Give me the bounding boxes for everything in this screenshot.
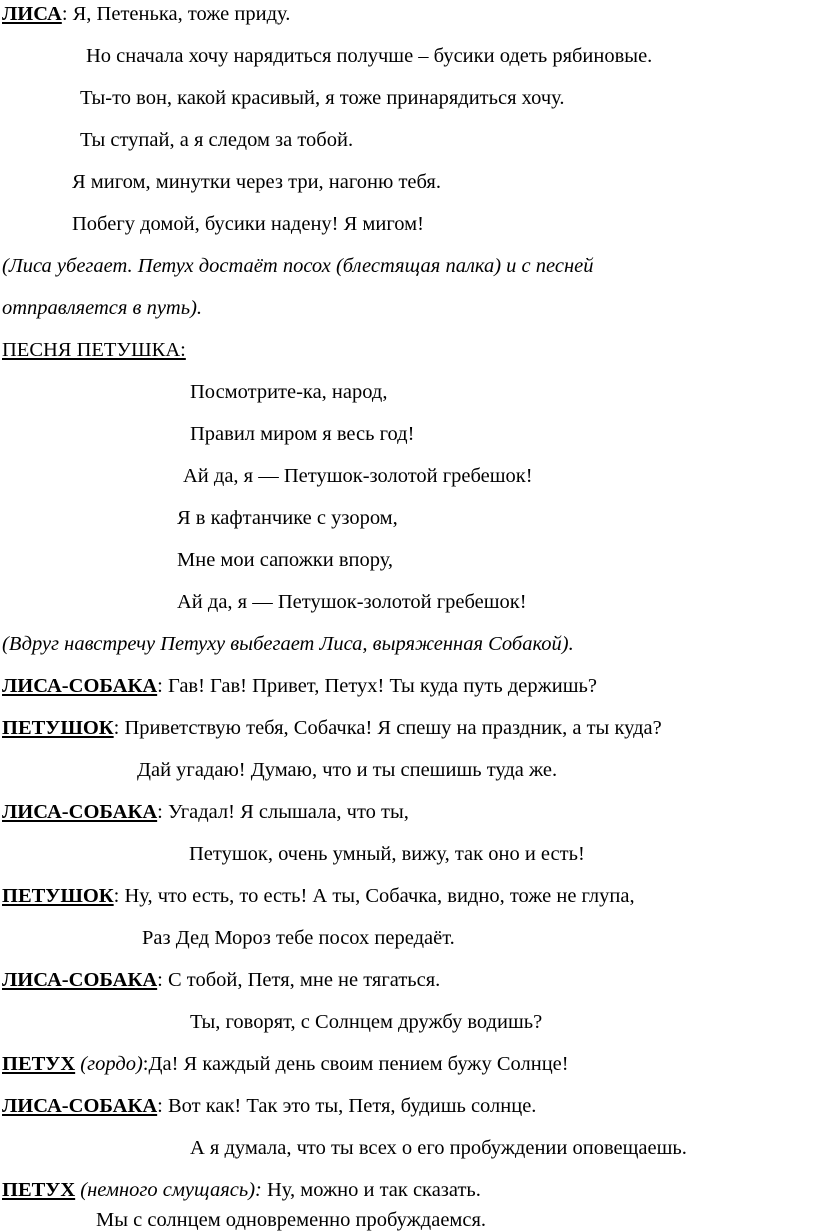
line-text: : С тобой, Петя, мне не тягаться. <box>157 969 441 991</box>
line-text: : Ну, что есть, то есть! А ты, Собачка, видно, тоже не глупа, <box>113 885 635 907</box>
dialogue-continuation <box>137 760 557 781</box>
line-text: :Да! Я каждый день своим пением бужу Солнце! <box>142 1053 569 1075</box>
line-text: : Угадал! Я слышала, что ты, <box>157 801 409 823</box>
dialogue-continuation <box>189 844 585 865</box>
song-line <box>183 466 533 487</box>
dialogue-line <box>2 970 440 991</box>
line-text: отправляется в путь). <box>2 297 203 319</box>
line-text: Я в кафтанчике с узором, <box>177 507 398 529</box>
line-text: Раз Дед Мороз тебе посох передаёт. <box>142 927 455 949</box>
line-text: ПЕСНЯ ПЕТУШКА: <box>2 339 186 361</box>
line-text: Побегу домой, бусики надену! Я мигом! <box>72 213 424 235</box>
speaker-name: ПЕТУХ <box>2 1179 76 1201</box>
line-text: Ай да, я — Петушок-золотой гребешок! <box>183 465 533 487</box>
dialogue-continuation <box>190 1138 687 1159</box>
speaker-name: ЛИСА-СОБАКА <box>2 969 158 991</box>
line-text: : Я, Петенька, тоже приду. <box>61 3 291 25</box>
line-text: Посмотрите-ка, народ, <box>190 381 388 403</box>
speaker-name: ЛИСА-СОБАКА <box>2 801 158 823</box>
line-text: Ай да, я — Петушок-золотой гребешок! <box>177 591 527 613</box>
song-line <box>190 382 387 403</box>
song-line <box>190 424 414 445</box>
line-text: Ты, говорят, с Солнцем дружбу водишь? <box>190 1011 543 1033</box>
dialogue-line <box>2 718 662 739</box>
stage-direction <box>2 256 593 277</box>
dialogue-continuation <box>142 928 455 949</box>
line-text: : Гав! Гав! Привет, Петух! Ты куда путь держишь? <box>157 675 597 697</box>
speaker-name: ПЕТУШОК <box>2 717 114 739</box>
speaker-name: ЛИСА-СОБАКА <box>2 1095 158 1117</box>
line-06 <box>72 214 424 235</box>
dialogue-line <box>2 1096 536 1117</box>
speaker-name: ЛИСА <box>2 3 62 25</box>
line-text: Дай угадаю! Думаю, что и ты спешишь туда же. <box>137 759 558 781</box>
speaker-name: ПЕТУХ <box>2 1053 76 1075</box>
line-03 <box>80 88 564 109</box>
dialogue-continuation <box>96 1210 486 1231</box>
line-01 <box>2 4 290 25</box>
dialogue-continuation <box>190 1012 542 1033</box>
dialogue-line <box>2 802 409 823</box>
dialogue-line <box>2 1054 569 1075</box>
stage-direction <box>2 634 574 655</box>
line-text: Ты ступай, а я следом за тобой. <box>80 129 354 151</box>
song-line <box>177 550 393 571</box>
line-text: Мы с солнцем одновременно пробуждаемся. <box>96 1209 487 1231</box>
line-text: Ну, можно и так сказать. <box>261 1179 481 1201</box>
line-05 <box>72 172 441 193</box>
dialogue-line <box>2 886 635 907</box>
stage-direction <box>2 298 202 319</box>
song-heading <box>2 340 186 361</box>
line-text: : Приветствую тебя, Собачка! Я спешу на праздник, а ты куда? <box>113 717 662 739</box>
stage-direction-inline: (гордо) <box>80 1053 143 1075</box>
line-02 <box>86 46 652 67</box>
line-text: Ты-то вон, какой красивый, я тоже принарядиться хочу. <box>80 87 565 109</box>
line-text: А я думала, что ты всех о его пробуждении оповещаешь. <box>190 1137 687 1159</box>
line-text: : Вот как! Так это ты, Петя, будишь солнце. <box>157 1095 537 1117</box>
song-line <box>177 592 527 613</box>
dialogue-line <box>2 676 597 697</box>
line-text: Но сначала хочу нарядиться получше – бусики одеть рябиновые. <box>86 45 653 67</box>
line-text: Я мигом, минутки через три, нагоню тебя. <box>72 171 441 193</box>
dialogue-line <box>2 1180 481 1201</box>
stage-direction-inline: (немного смущаясь): <box>80 1179 262 1201</box>
speaker-name: ЛИСА-СОБАКА <box>2 675 158 697</box>
speaker-name: ПЕТУШОК <box>2 885 114 907</box>
line-text: Мне мои сапожки впору, <box>177 549 394 571</box>
line-text: (Лиса убегает. Петух достаёт посох (блестящая палка) и с песней <box>2 255 594 277</box>
line-text: Петушок, очень умный, вижу, так оно и есть! <box>189 843 585 865</box>
line-text: Правил миром я весь год! <box>190 423 415 445</box>
line-text: (Вдруг навстречу Петуху выбегает Лиса, выряженная Собакой). <box>2 633 574 655</box>
song-line <box>177 508 398 529</box>
line-04 <box>80 130 353 151</box>
